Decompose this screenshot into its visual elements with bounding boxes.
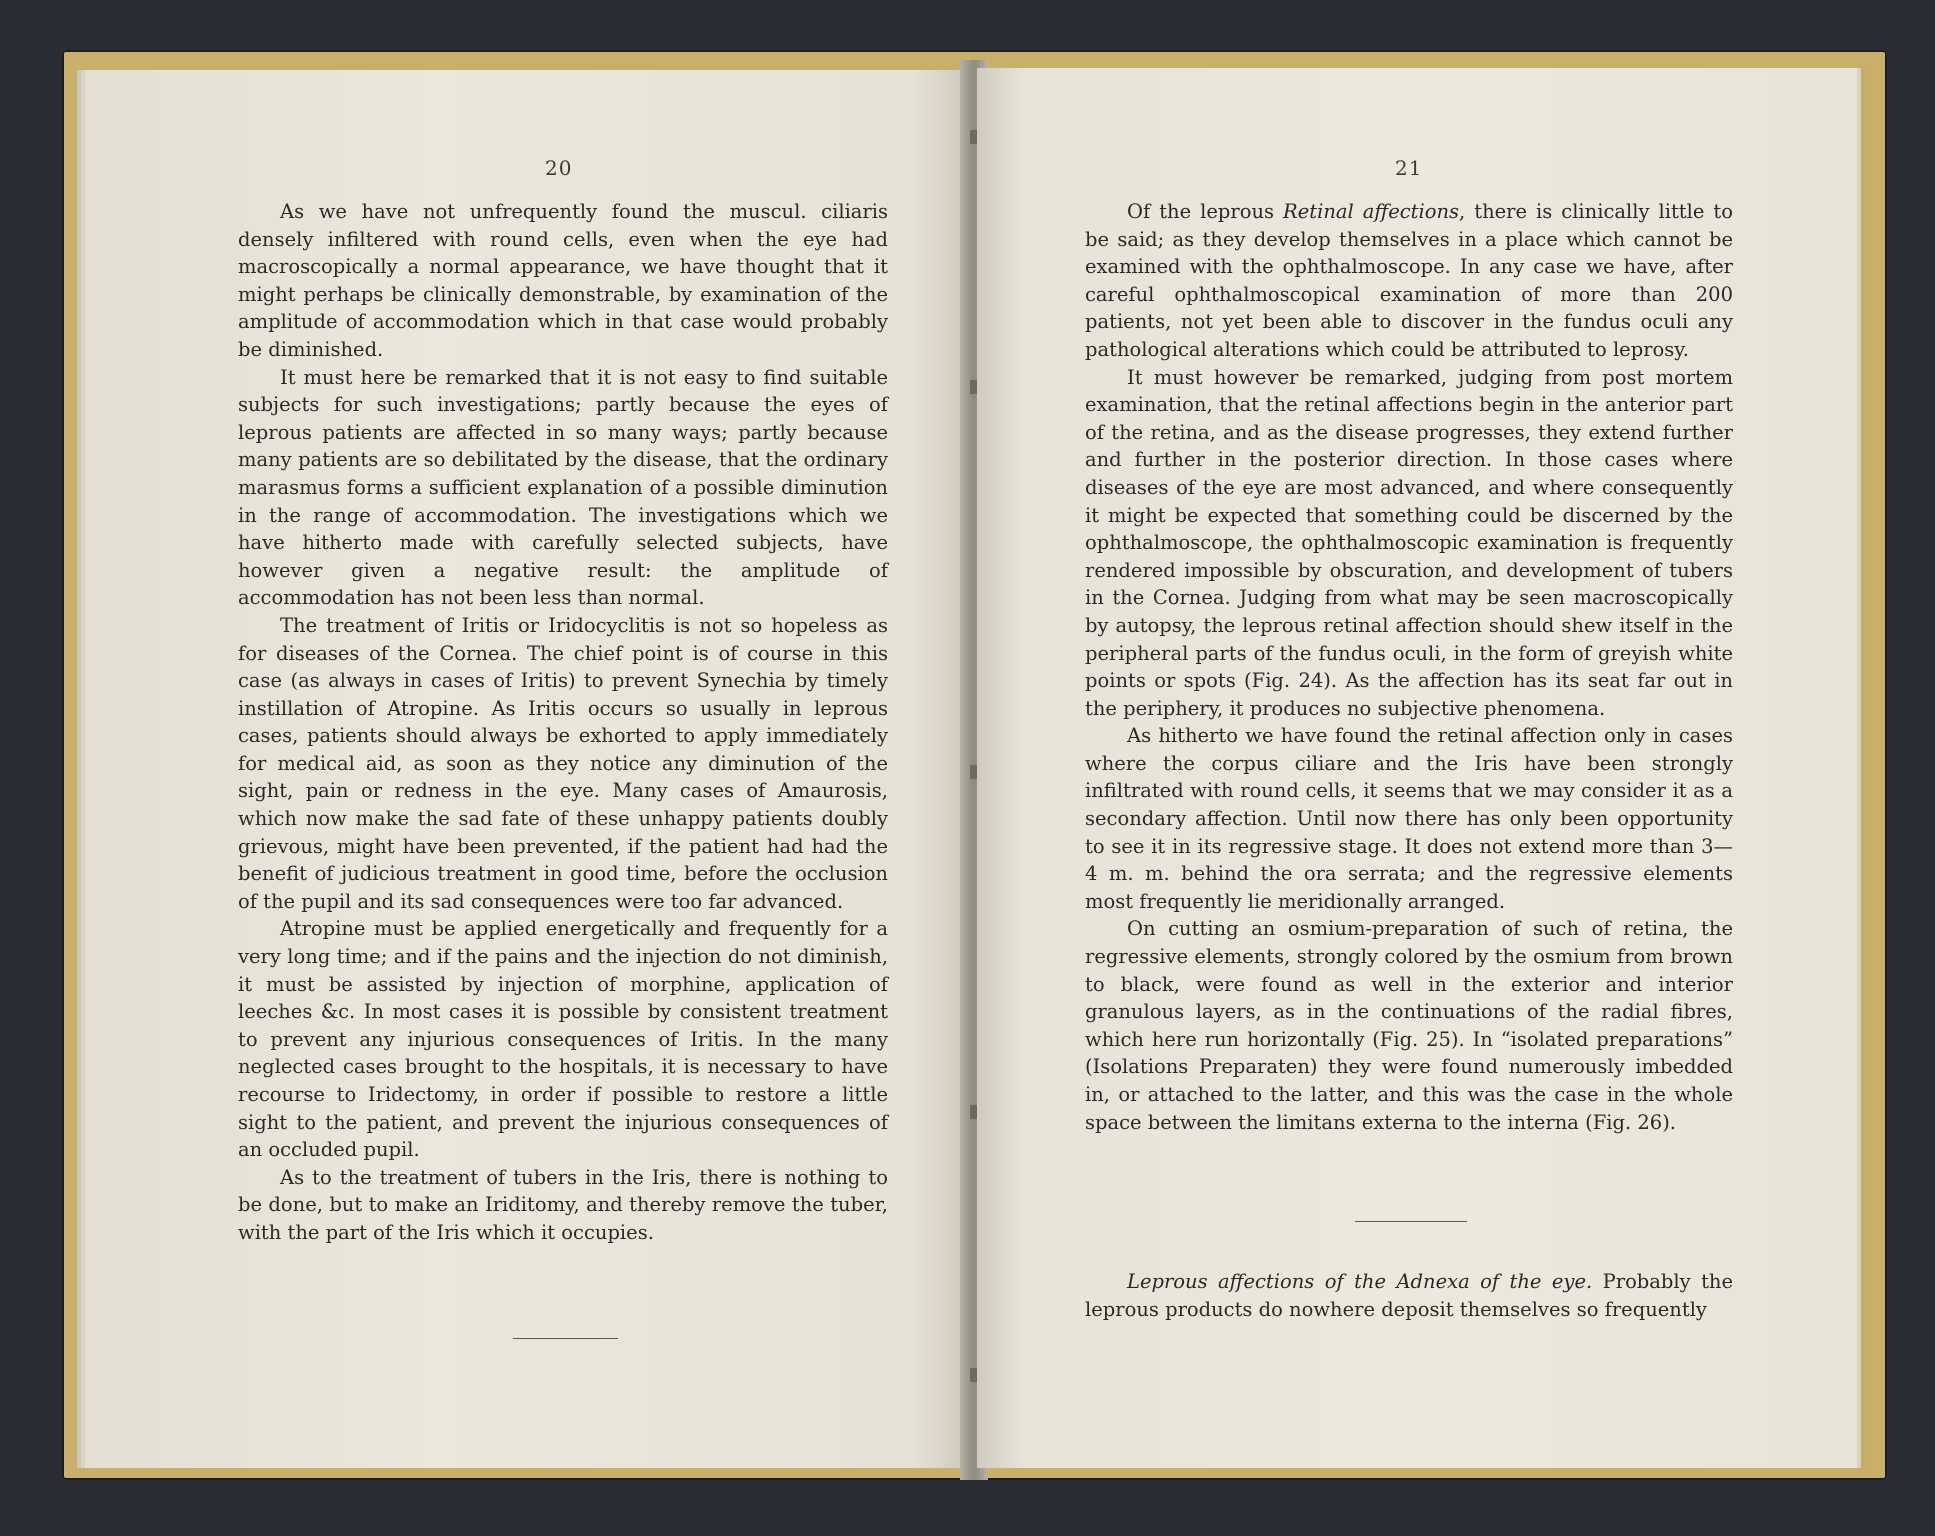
paragraph: Leprous affections of the Adnexa of the eye. Probably the leprous products do nowhere deposit themselves so frequently xyxy=(1085,1270,1734,1321)
paragraph: It must however be remarked, judging from post mortem examination, that the retinal affections begin in the anterior part of the retina, and as the disease progresses, they extend further and further in the posterior direction. In those cases where diseases of the eye are most advanced, and where consequently it might be expected that something could be discerned by the ophthalmoscope, the ophthalmoscopic examination is frequently rendered impossible by obscuration, and development of tubers in the Cornea. Judging from what may be seen macroscopically by autopsy, the leprous retinal affection should shew itself in the peripheral parts of the fundus oculi, in the form of greyish white points or spots (Fig. 24). As the affection has its seat far out in the periphery, it produces no subjective phenomena. xyxy=(1085,365,1733,720)
paragraph: As hitherto we have found the retinal affection only in cases where the corpus ciliare and the Iris have been strongly infiltrated with round cells, it seems that we may consider it as a secondary affection. Until now there has only been opportunity to see it in its regressive stage. It does not extend more than 3—4 m. m. behind the ora serrata; and the regressive elements most frequently lie meridionally arranged. xyxy=(1085,724,1733,913)
paragraph: On cutting an osmium-preparation of such of retina, the regressive elements, strongly colored by the osmium from brown to black, were found as well in the exterior and interior granulous layers, as in the continuations of the radial fibres, which here run horizontally (Fig. 25). In “isolated preparations” (Isolations Preparaten) they were found numerously imbedded in, or attached to the latter, and this was the case in the whole space between the limitans externa to the interna (Fig. 26). xyxy=(1085,917,1733,1134)
italic-term: Retinal affections xyxy=(1283,200,1460,223)
page-number-right: 21 xyxy=(1395,156,1423,180)
paragraph: It must here be remarked that it is not easy to find suitable subjects for such investigations; partly because the eyes of leprous patients are affected in so many ways; partly because many patients are so debilitated by the disease, that the ordinary marasmus forms a sufficient explanation of a possible diminution in the range of accommodation. The investigations which we have hitherto made with carefully selected subjects, have however given a negative result: the amplitude of accommodation has not been less than normal. xyxy=(238,365,888,610)
section-divider xyxy=(1355,1221,1467,1222)
left-page xyxy=(85,70,965,1468)
paragraph: As we have not unfrequently found the muscul. ciliaris densely infiltered with round cells, even when the eye had macroscopically a normal appearance, we have thought that it might perhaps be clinically demonstrable, by examination of the amplitude of accommodation which in that case would probably be diminished. xyxy=(238,200,888,361)
right-page-section-start xyxy=(1085,1268,1733,1323)
paragraph: As to the treatment of tubers in the Iris, there is nothing to be done, but to make an Iriditomy, and thereby remove the tuber, with the part of the Iris which it occupies. xyxy=(238,1165,888,1244)
left-page-text xyxy=(238,198,888,1247)
section-heading: Leprous affections of the Adnexa of the eye. xyxy=(1127,1270,1593,1293)
paragraph: Of the leprous Retinal affections, there is clinically little to be said; as they develop themselves in a place which cannot be examined with the ophthalmoscope. In any case we have, after careful ophthalmoscopical examination of more than 200 patients, not yet been able to discover in the fundus oculi any pathological alterations which could be attributed to leprosy. xyxy=(1085,200,1733,361)
right-page xyxy=(977,68,1857,1468)
paragraph: Atropine must be applied energetically and frequently for a very long time; and if the pains and the injection do not diminish, it must be assisted by injection of morphine, application of leeches &c. In most cases it is possible by consistent treatment to prevent any injurious consequences of Iritis. In the many neglected cases brought to the hospitals, it is necessary to have recourse to Iridectomy, in order if possible to restore a little sight to the patient, and prevent the injurious consequences of an occluded pupil. xyxy=(238,917,888,1162)
section-divider xyxy=(513,1338,618,1339)
right-page-text xyxy=(1085,198,1733,1136)
paragraph: The treatment of Iritis or Iridocyclitis is not so hopeless as for diseases of the Cornea. The chief point is of course in this case (as always in cases of Iritis) to prevent Synechia by timely instillation of Atropine. As Iritis occurs so usually in leprous cases, patients should always be exhorted to apply immediately for medical aid, as soon as they notice any diminution of the sight, pain or redness in the eye. Many cases of Amaurosis, which now make the sad fate of these unhappy patients doubly grievous, might have been prevented, if the patient had had the benefit of judicious treatment in good time, before the occlusion of the pupil and its sad consequences were too far advanced. xyxy=(238,613,888,913)
page-number-left: 20 xyxy=(545,156,573,180)
